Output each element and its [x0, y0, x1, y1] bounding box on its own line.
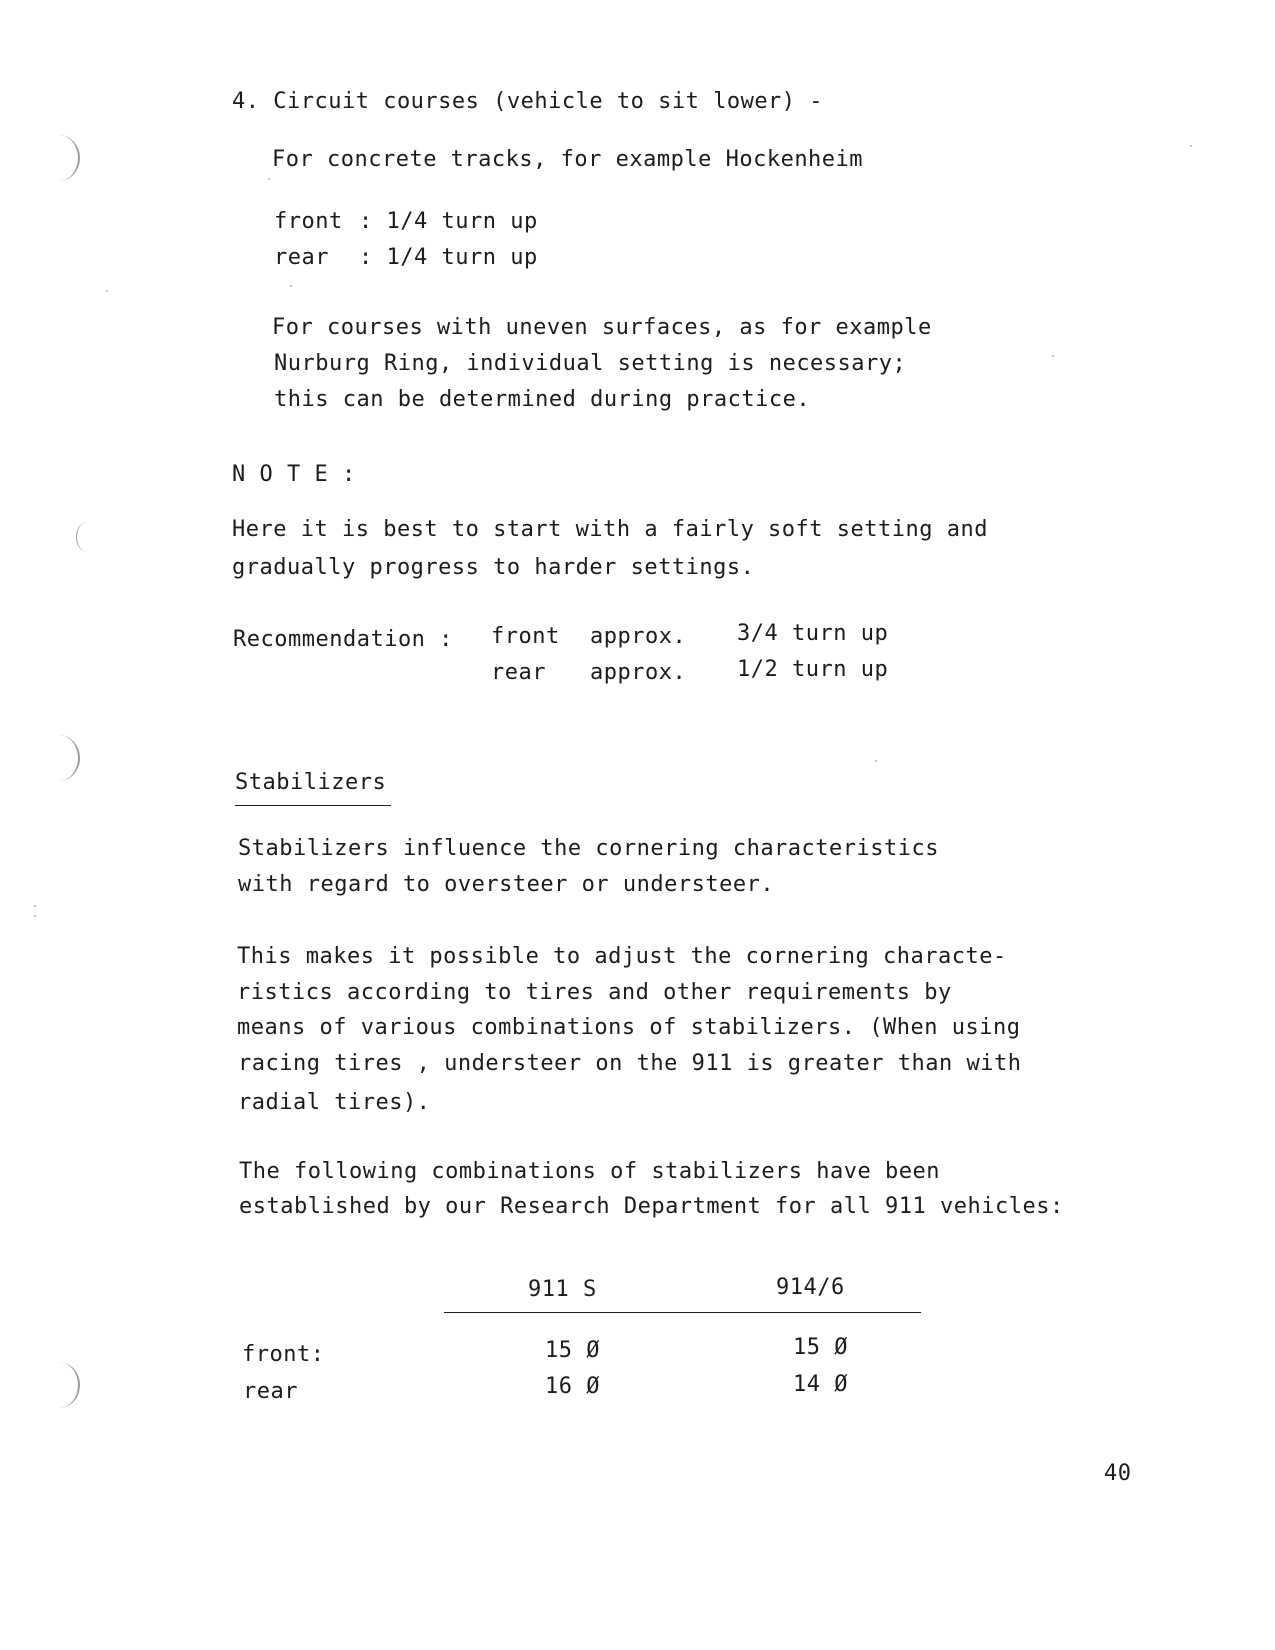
scan-speck	[290, 285, 292, 287]
stabilizers-para3-line-2: established by our Research Department for all 911 vehicles:	[239, 1194, 1064, 1219]
stabilizers-heading-underline	[235, 805, 391, 806]
recommendation-front-axle: front	[491, 624, 560, 649]
recommendation-front-value: 3/4 turn up	[737, 621, 889, 646]
stabilizers-para2-line-1: This makes it possible to adjust the cornering characte-	[237, 944, 1007, 969]
page-number: 40	[1104, 1461, 1132, 1486]
stabilizers-para1-line-2: with regard to oversteer or understeer.	[238, 872, 775, 897]
scan-speck	[268, 178, 270, 180]
note-line-1: Here it is best to start with a fairly soft setting and	[232, 517, 988, 542]
stabilizers-heading: Stabilizers	[235, 770, 387, 795]
stabilizers-para1-line-1: Stabilizers influence the cornering characteristics	[238, 836, 940, 861]
scan-speck	[1190, 145, 1192, 147]
scan-speck	[1052, 355, 1054, 357]
table-header-911s: 911 S	[528, 1277, 597, 1302]
stabilizers-para2-line-3: means of various combinations of stabilizers. (When using	[237, 1015, 1021, 1040]
scan-speck	[875, 760, 877, 762]
rear-setting-label: rear	[274, 245, 329, 270]
section-heading: 4. Circuit courses (vehicle to sit lower) -	[232, 89, 824, 114]
recommendation-rear-value: 1/2 turn up	[737, 657, 889, 682]
stabilizers-para2-line-2: ristics according to tires and other requirements by	[237, 980, 952, 1005]
scan-speck	[34, 905, 36, 907]
table-cell-rear-911s: 16 Ø	[545, 1374, 600, 1399]
uneven-surfaces-line-3: this can be determined during practice.	[274, 387, 811, 412]
uneven-surfaces-line-1: For courses with uneven surfaces, as for example	[272, 315, 932, 340]
scan-speck	[34, 915, 36, 917]
table-cell-front-911s: 15 Ø	[545, 1338, 600, 1363]
stabilizers-para2-line-4: racing tires , understeer on the 911 is greater than with	[238, 1051, 1022, 1076]
recommendation-rear-axle: rear	[491, 660, 546, 685]
recommendation-rear-approx: approx.	[590, 660, 687, 685]
table-header-rule	[444, 1312, 921, 1313]
recommendation-front-approx: approx.	[590, 624, 687, 649]
table-header-914-6: 914/6	[776, 1275, 845, 1300]
front-setting-value: : 1/4 turn up	[359, 209, 538, 234]
rear-setting-value: : 1/4 turn up	[359, 245, 538, 270]
table-row-label-rear: rear	[243, 1379, 298, 1404]
note-line-2: gradually progress to harder settings.	[232, 555, 755, 580]
front-setting-label: front	[274, 209, 343, 234]
punch-hole-3	[38, 1362, 80, 1408]
table-cell-rear-914-6: 14 Ø	[793, 1372, 848, 1397]
punch-hole-partial	[76, 522, 99, 552]
stabilizers-para3-line-1: The following combinations of stabilizers have been	[239, 1159, 941, 1184]
scan-speck	[106, 290, 108, 292]
stabilizers-para2-line-5: radial tires).	[238, 1090, 431, 1115]
table-cell-front-914-6: 15 Ø	[793, 1335, 848, 1360]
concrete-tracks-line: For concrete tracks, for example Hockenheim	[272, 147, 864, 172]
punch-hole-1	[38, 135, 80, 181]
punch-hole-2	[38, 735, 80, 781]
table-row-label-front: front:	[242, 1342, 325, 1367]
uneven-surfaces-line-2: Nurburg Ring, individual setting is necessary;	[274, 351, 907, 376]
note-heading: N O T E :	[232, 462, 356, 487]
recommendation-label: Recommendation :	[233, 627, 453, 652]
